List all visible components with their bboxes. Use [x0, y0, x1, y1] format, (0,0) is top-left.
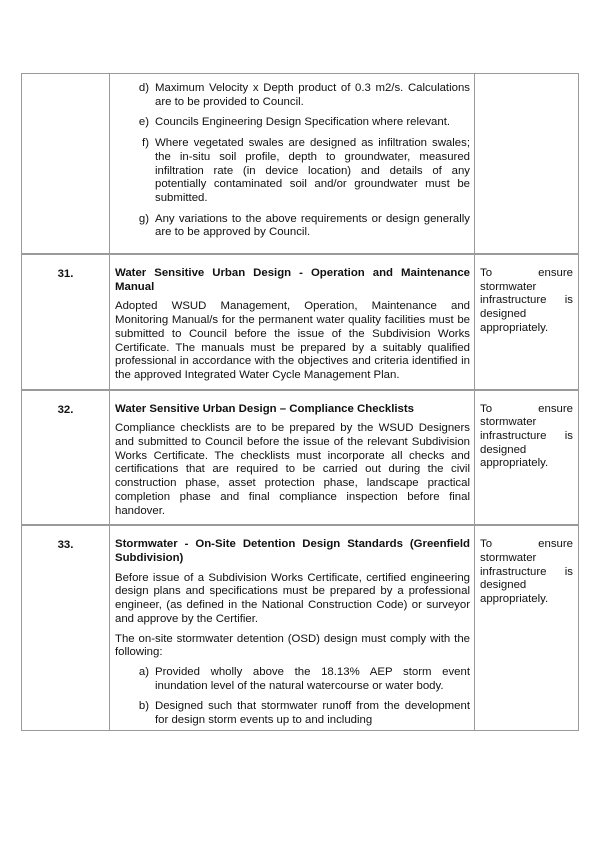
conditions-table — [21, 73, 579, 731]
reason-text: To ensure stormwater infrastructure is designed appropriately. — [480, 538, 573, 606]
condition-title: Water Sensitive Urban Design - Operation and Maintenance Manual — [115, 267, 470, 293]
condition-number-cell — [22, 390, 110, 525]
condition-title: Water Sensitive Urban Design – Compliance Checklists — [115, 402, 414, 415]
reason-cell — [475, 74, 579, 254]
reason-text: To ensure stormwater infrastructure is designed appropriately. — [480, 402, 573, 470]
list-item — [115, 700, 470, 727]
condition-body-cell — [110, 390, 475, 525]
table-row — [22, 74, 579, 254]
requirement-list — [115, 666, 470, 728]
item-label: a) — [138, 665, 149, 678]
condition-number-cell — [22, 74, 110, 254]
item-text: Designed such that stormwater runoff from the development for design storm events up to and including — [155, 700, 470, 727]
reason-text: To ensure stormwater infrastructure is designed appropriately. — [480, 267, 573, 334]
item-label: g) — [138, 212, 149, 225]
list-item — [115, 137, 470, 206]
list-item — [115, 82, 470, 109]
list-item — [115, 116, 470, 130]
condition-number-cell — [22, 255, 110, 390]
requirement-list — [115, 82, 470, 240]
item-text: Maximum Velocity x Depth product of 0.3 m2/s. Calculations are to be provided to Council. — [155, 82, 470, 108]
item-text: Where vegetated swales are designed as infiltration swales; the in-situ soil profile, depth to groundwater, measured infiltration rate (in device location) and details of any potentially contaminated soil and/or groundwater must be submitted. — [155, 137, 470, 204]
item-text: Provided wholly above the 18.13% AEP storm event inundation level of the natural watercourse or water body. — [155, 665, 470, 692]
item-label: f) — [142, 137, 149, 150]
table-row — [22, 526, 579, 730]
table-row — [22, 255, 579, 390]
condition-number-cell — [22, 526, 110, 730]
item-text: Councils Engineering Design Specification where relevant. — [155, 116, 451, 129]
table-row — [22, 390, 579, 525]
condition-number: 33. — [57, 539, 74, 552]
condition-text: The on-site stormwater detention (OSD) design must comply with the following: — [115, 632, 470, 659]
reason-cell — [475, 526, 579, 730]
condition-number: 32. — [57, 403, 74, 416]
condition-body-cell — [110, 255, 475, 390]
item-label: b) — [138, 700, 149, 713]
condition-text: Before issue of a Subdivision Works Certificate, certified engineering design plans and specifications must be prepared by a professional engineer, (as defined in the National Construction Code) or surveyor and approve by the Certifier. — [115, 571, 470, 625]
list-item — [115, 666, 470, 693]
condition-body-cell — [110, 526, 475, 730]
condition-title: Stormwater - On-Site Detention Design Standards (Greenfield Subdivision) — [115, 538, 470, 564]
list-item — [115, 213, 470, 240]
item-label: e) — [138, 116, 149, 129]
condition-body-cell — [110, 74, 475, 254]
condition-text: Adopted WSUD Management, Operation, Maintenance and Monitoring Manual/s for the permanent water quality facilities must be submitted to Council before the issue of the Subdivision Works Certificate. The manuals must be prepared by a suitably qualified professional in accordance with the objectives and criteria identified in the approved Integrated Water Cycle Management Plan. — [115, 300, 470, 381]
condition-text: Compliance checklists are to be prepared by the WSUD Designers and submitted to Council before the issue of the relevant Subdivision Works Certificate. The checklists must incorporate all checks and certifications that are required to be carried out during the civil construction phase, asset protection phase, landscape practical completion phase and final compliance inspection before final handover. — [115, 422, 470, 517]
reason-cell — [475, 390, 579, 525]
reason-cell — [475, 255, 579, 390]
item-text: Any variations to the above requirements or design generally are to be approved by Council. — [155, 212, 470, 239]
condition-number: 31. — [57, 268, 74, 281]
item-label: d) — [138, 82, 149, 94]
